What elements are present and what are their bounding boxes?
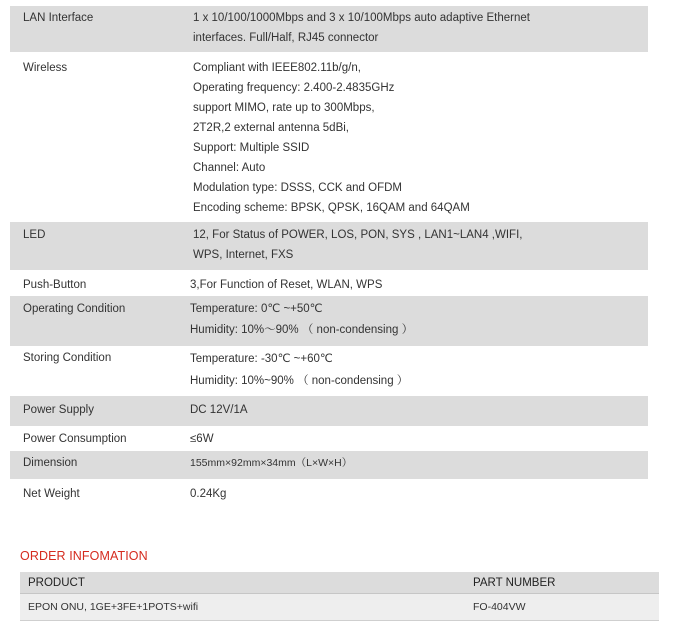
spec-row-lan-interface	[10, 6, 648, 52]
spec-value: 12, For Status of POWER, LOS, PON, SYS , LAN1~LAN4 ,WIFI, WPS, Internet, FXS	[193, 229, 523, 261]
spec-label: LED	[23, 229, 46, 241]
order-table-header	[20, 572, 659, 594]
spec-row-power-consumption	[10, 426, 648, 451]
part-number-cell: FO-404VW	[473, 601, 526, 613]
spec-label: Push-Button	[23, 279, 87, 291]
spec-label: Dimension	[23, 457, 78, 469]
order-information-title: ORDER INFOMATION	[20, 549, 148, 563]
spec-value: DC 12V/1A	[190, 404, 248, 416]
table-row	[20, 594, 659, 621]
spec-row-wireless	[10, 52, 648, 222]
spec-row-led	[10, 222, 648, 270]
spec-value: ≤6W	[190, 433, 214, 445]
spec-label: Net Weight	[23, 488, 80, 500]
spec-value: 0.24Kg	[190, 488, 227, 500]
spec-value: 155mm×92mm×34mm（L×W×H）	[190, 457, 353, 469]
spec-label: Wireless	[23, 62, 68, 74]
spec-row-dimension	[10, 451, 648, 479]
spec-row-net-weight	[10, 479, 648, 509]
spec-row-power-supply	[10, 396, 648, 426]
spec-row-operating-condition	[10, 296, 648, 346]
spec-value: 1 x 10/100/1000Mbps and 3 x 10/100Mbps auto adaptive Ethernet interfaces. Full/Half, RJ45 connector	[193, 12, 530, 44]
order-table	[20, 572, 659, 621]
spec-label: Operating Condition	[23, 303, 126, 315]
spec-value: Compliant with IEEE802.11b/g/n, Operating frequency: 2.400-2.4835GHz support MIMO, rate up to 300Mbps, 2T2R,2 external antenna 5dBi, Support: Multiple SSID Channel: Auto Modulation type: DSSS, CCK and OFDM Encoding scheme: BPSK, QPSK, 16QAM and 64QAM	[193, 62, 470, 214]
spec-label: Power Consumption	[23, 433, 127, 445]
spec-table	[10, 6, 648, 509]
product-cell: EPON ONU, 1GE+3FE+1POTS+wifi	[28, 601, 199, 613]
spec-label: Storing Condition	[23, 352, 112, 364]
spec-value: 3,For Function of Reset, WLAN, WPS	[190, 279, 383, 291]
spec-value: Temperature: 0℃ ~+50℃ Humidity: 10%〜90% （ non-condensing ）	[190, 303, 414, 336]
spec-row-push-button	[10, 270, 648, 296]
spec-value: Temperature: -30℃ ~+60℃ Humidity: 10%~90% （ non-condensing ）	[190, 353, 409, 387]
spec-row-storing-condition	[10, 346, 648, 396]
spec-label: Power Supply	[23, 404, 94, 416]
spec-label: LAN Interface	[23, 12, 94, 24]
column-header-product: PRODUCT	[28, 576, 85, 589]
column-header-part-number: PART NUMBER	[473, 576, 556, 589]
